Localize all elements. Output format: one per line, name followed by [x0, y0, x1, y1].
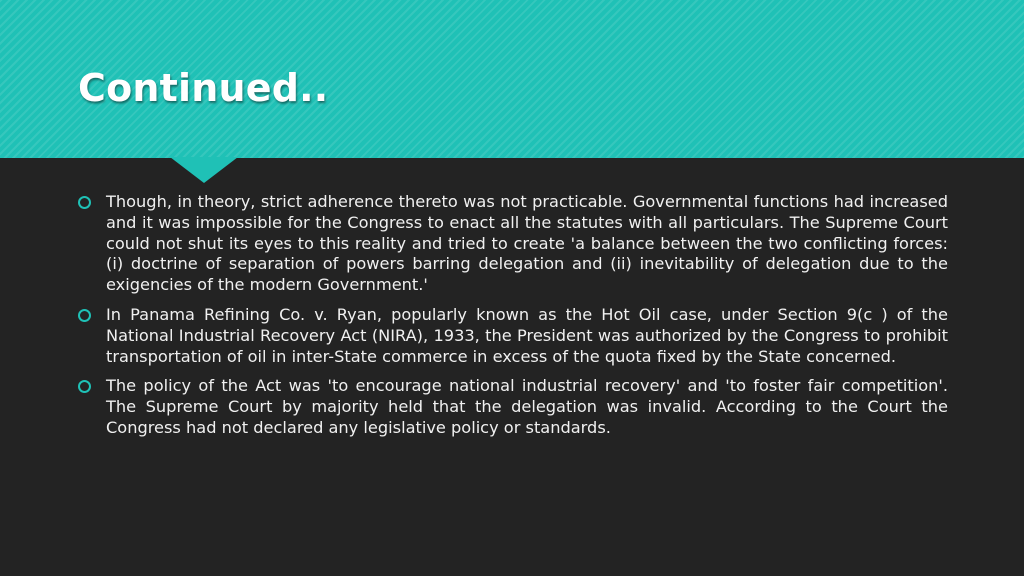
hollow-circle-bullet-icon: [78, 309, 91, 322]
bullet-text-1: Though, in theory, strict adherence thereto was not practicable. Governmental functions had increased and it was impossible for the Congress to enact all the statutes with all particulars. The Supreme Court could not shut its eyes to this reality and tried to create 'a balance between the two conflicting forces: (i) doctrine of separation of powers barring delegation and (ii) inevitability of delegation due to the exigencies of the modern Government.': [106, 192, 948, 295]
hollow-circle-bullet-icon: [78, 380, 91, 393]
bullet-text-3: The policy of the Act was 'to encourage national industrial recovery' and 'to foster fair competition'. The Supreme Court by majority held that the delegation was invalid. According to the Court the Congress had not declared any legislative policy or standards.: [106, 376, 948, 437]
slide-content: [76, 192, 948, 448]
bullet-item-3: [76, 376, 948, 438]
slide-title: Continued..: [78, 66, 329, 110]
header-notch-decoration: [170, 157, 238, 183]
bullet-item-2: [76, 305, 948, 367]
hollow-circle-bullet-icon: [78, 196, 91, 209]
bullet-text-2: In Panama Refining Co. v. Ryan, popularly known as the Hot Oil case, under Section 9(c ) of the National Industrial Recovery Act (NIRA), 1933, the President was authorized by the Congress to prohibit transportation of oil in inter-State commerce in excess of the quota fixed by the State concerned.: [106, 304, 948, 366]
bullet-item-1: [76, 192, 948, 296]
